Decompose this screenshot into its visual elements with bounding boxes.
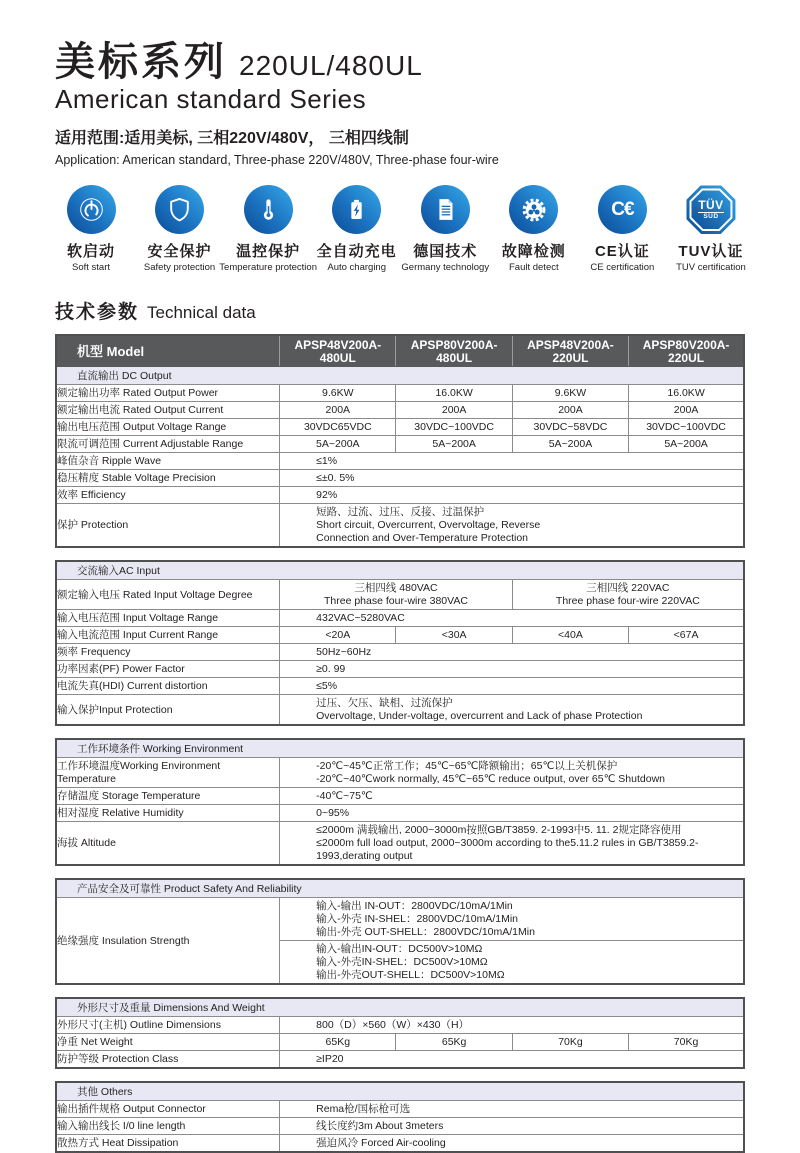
gear-icon (509, 185, 558, 234)
spec-value: 432VAC~5280VAC (280, 610, 744, 627)
spec-row (56, 1118, 744, 1135)
section-title: 交流输入AC Input (56, 561, 744, 580)
spec-value: 三相四线 220VAC Three phase four-wire 220VAC (512, 580, 744, 610)
feature-label-zh: 软启动 (66, 243, 115, 260)
spec-row (56, 627, 744, 644)
spec-row (56, 644, 744, 661)
spec-value: 65Kg (280, 1034, 396, 1051)
spec-value: 9.6KW (512, 385, 628, 402)
technical-data-heading-zh: 技术参数 (55, 302, 140, 323)
spec-row (56, 678, 744, 695)
spec-row (56, 402, 744, 419)
spec-value: ≥IP20 (280, 1051, 744, 1069)
power-icon (67, 185, 116, 234)
ac-input-table (55, 560, 745, 726)
spec-row (56, 788, 744, 805)
spec-row (56, 610, 744, 627)
spec-value: ≤±0. 5% (280, 470, 744, 487)
section-header-row (56, 879, 744, 898)
spec-row (56, 661, 744, 678)
technical-data-heading-en: Technical data (147, 303, 256, 322)
model-name: APSP48V200A-220UL (512, 335, 628, 367)
row-label: 散热方式 Heat Dissipation (56, 1135, 280, 1153)
spec-value: 5A~200A (396, 436, 512, 453)
row-label: 保护 Protection (56, 504, 280, 548)
feature-label-zh: 温控保护 (236, 243, 301, 260)
section-title: 直流输出 DC Output (56, 367, 744, 385)
spec-value: 30VDC~58VDC (512, 419, 628, 436)
row-label: 输入保护Input Protection (56, 695, 280, 726)
section-header-row (56, 998, 744, 1017)
series-title-zh: 美标系列 (55, 40, 227, 84)
ce-mark-icon: C€ (598, 185, 647, 234)
spec-row (56, 1101, 744, 1118)
spec-row (56, 758, 744, 788)
row-label: 电流失真(HDI) Current distortion (56, 678, 280, 695)
row-label: 稳压精度 Stable Voltage Precision (56, 470, 280, 487)
thermometer-icon (244, 185, 293, 234)
spec-value: 三相四线 480VAC Three phase four-wire 380VAC (280, 580, 513, 610)
spec-value: 800（D）×560（W）×430（H） (280, 1017, 744, 1034)
section-header-row (56, 1082, 744, 1101)
spec-value: <30A (396, 627, 512, 644)
row-label: 额定输出电流 Rated Output Current (56, 402, 280, 419)
page-title (55, 40, 745, 84)
spec-row (56, 470, 744, 487)
spec-row (56, 1034, 744, 1051)
spec-row (56, 898, 744, 941)
spec-value: 短路、过流、过压、反接、过温保护 Short circuit, Overcurrent, Overvoltage, Reverse Connection and Over-Temperature Protection (280, 504, 744, 548)
feature-label-zh: CE认证 (594, 243, 650, 260)
spec-row (56, 805, 744, 822)
feature-label-en: Temperature protection (219, 262, 317, 273)
spec-value: -40℃~75℃ (280, 788, 744, 805)
spec-value: ≤5% (280, 678, 744, 695)
model-header-row (56, 335, 744, 367)
feature-label-en: Fault detect (508, 262, 559, 273)
dimensions-weight-table (55, 997, 745, 1069)
feature-fault-detect (490, 185, 578, 273)
row-label: 频率 Frequency (56, 644, 280, 661)
document-icon (421, 185, 470, 234)
application-line-en: Application: American standard, Three-phase 220V/480V, Three-phase four-wire (55, 153, 499, 167)
section-header-row (56, 739, 744, 758)
spec-value: 16.0KW (396, 385, 512, 402)
spec-row (56, 504, 744, 548)
spec-value: 200A (629, 402, 744, 419)
spec-value: 30VDC65VDC (280, 419, 396, 436)
feature-label-zh: 安全保护 (147, 243, 212, 260)
spec-row (56, 385, 744, 402)
feature-germany-technology (401, 185, 489, 273)
section-title: 工作环境条件 Working Environment (56, 739, 744, 758)
row-label: 存储温度 Storage Temperature (56, 788, 280, 805)
spec-row (56, 419, 744, 436)
row-label: 输入电流范围 Input Current Range (56, 627, 280, 644)
spec-value: 200A (396, 402, 512, 419)
spec-value: 5A~200A (629, 436, 744, 453)
spec-value: 50Hz~60Hz (280, 644, 744, 661)
feature-label-en: CE certification (590, 262, 655, 273)
series-model-codes: 220UL/480UL (239, 50, 423, 81)
feature-label-en: Soft start (71, 262, 110, 273)
spec-value: 9.6KW (280, 385, 396, 402)
working-environment-table (55, 738, 745, 866)
row-label: 峰值杂音 Ripple Wave (56, 453, 280, 470)
feature-auto-charging (313, 185, 401, 273)
spec-value: 200A (280, 402, 396, 419)
model-name: APSP48V200A-480UL (280, 335, 396, 367)
row-label: 额定输出功率 Rated Output Power (56, 385, 280, 402)
spec-tables (55, 334, 745, 1153)
row-label: 功率因素(PF) Power Factor (56, 661, 280, 678)
row-label: 相对湿度 Relative Humidity (56, 805, 280, 822)
spec-value: 200A (512, 402, 628, 419)
feature-tuv-certification (667, 185, 755, 273)
feature-label-zh: TUV认证 (678, 243, 744, 260)
spec-value: 输入-输出IN-OUT：DC500V>10MΩ 输入-外壳IN-SHEL：DC500V>10MΩ 输出-外壳OUT-SHELL：DC500V>10MΩ (280, 941, 744, 985)
spec-value: 5A~200A (280, 436, 396, 453)
feature-soft-start (47, 185, 135, 273)
spec-value: ≤1% (280, 453, 744, 470)
spec-value: 线长度约3m About 3meters (280, 1118, 744, 1135)
section-title: 产品安全及可靠性 Product Safety And Reliability (56, 879, 744, 898)
spec-row (56, 695, 744, 726)
spec-value: 30VDC~100VDC (629, 419, 744, 436)
section-header-row (56, 367, 744, 385)
section-title: 外形尺寸及重量 Dimensions And Weight (56, 998, 744, 1017)
spec-value: 65Kg (396, 1034, 512, 1051)
spec-value: <20A (280, 627, 396, 644)
spec-value: 16.0KW (629, 385, 744, 402)
feature-label-en: Safety protection (143, 262, 216, 273)
battery-charging-icon (332, 185, 381, 234)
spec-value: 70Kg (512, 1034, 628, 1051)
spec-value: -20℃~45℃正常工作；45℃~65℃降额输出；65℃以上关机保护 -20℃~40℃work normally, 45℃~65℃ reduce output, over 65℃ Shutdown (280, 758, 744, 788)
spec-value: 70Kg (629, 1034, 744, 1051)
feature-label-en: Auto charging (327, 262, 386, 273)
row-label: 额定输入电压 Rated Input Voltage Degree (56, 580, 280, 610)
feature-label-zh: 德国技术 (413, 243, 478, 260)
row-label: 限流可调范围 Current Adjustable Range (56, 436, 280, 453)
row-label: 净重 Net Weight (56, 1034, 280, 1051)
section-title: 其他 Others (56, 1082, 744, 1101)
dc-output-table (55, 334, 745, 548)
spec-row (56, 580, 744, 610)
spec-row (56, 1017, 744, 1034)
feature-label-zh: 故障检测 (501, 243, 566, 260)
spec-row (56, 1135, 744, 1153)
application-line-zh: 适用范围:适用美标, 三相220V/480V， 三相四线制 (55, 130, 409, 147)
product-safety-table (55, 878, 745, 985)
feature-label-en: Germany technology (401, 262, 490, 273)
spec-value: ≤2000m 满载输出, 2000~3000m按照GB/T3859. 2-1993中5. 11. 2规定降容使用 ≤2000m full load output, 2000~3000m according to the5.11.2 rules in GB/T3859.2- 1993,derating output (280, 822, 744, 866)
row-label: 输入电压范围 Input Voltage Range (56, 610, 280, 627)
feature-safety-protection (136, 185, 224, 273)
series-title-en: American standard Series (55, 84, 367, 114)
model-name: APSP80V200A-220UL (629, 335, 744, 367)
spec-row (56, 1051, 744, 1069)
shield-icon (155, 185, 204, 234)
spec-row (56, 822, 744, 866)
row-label: 绝缘强度 Insulation Strength (56, 898, 280, 985)
tuv-mark-icon: TÜV SÜD (686, 185, 735, 234)
spec-value: Rema枪/国标枪可选 (280, 1101, 744, 1118)
model-header-label: 机型 Model (56, 335, 280, 367)
spec-value: <67A (629, 627, 744, 644)
spec-value: 过压、欠压、缺相、过流保护 Overvoltage, Under-voltage, overcurrent and Lack of phase Protection (280, 695, 744, 726)
section-header-row (56, 561, 744, 580)
spec-value: 92% (280, 487, 744, 504)
spec-value: 0~95% (280, 805, 744, 822)
row-label: 输入输出线长 I/0 line length (56, 1118, 280, 1135)
spec-row (56, 453, 744, 470)
feature-label-zh: 全自动充电 (316, 243, 397, 260)
feature-temperature-protection (219, 185, 317, 273)
others-table (55, 1081, 745, 1153)
spec-value: ≥0. 99 (280, 661, 744, 678)
spec-value: 强迫风冷 Forced Air-cooling (280, 1135, 744, 1153)
spec-value: 输入-输出 IN-OUT：2800VDC/10mA/1Min 输入-外壳 IN-SHEL：2800VDC/10mA/1Min 输出-外壳 OUT-SHELL：2800VDC/10mA/1Min (280, 898, 744, 941)
row-label: 海拔 Altitude (56, 822, 280, 866)
row-label: 外形尺寸(主机) Outline Dimensions (56, 1017, 280, 1034)
technical-data-heading (55, 297, 745, 324)
spec-value: <40A (512, 627, 628, 644)
model-name: APSP80V200A-480UL (396, 335, 512, 367)
spec-row (56, 436, 744, 453)
row-label: 防护等级 Protection Class (56, 1051, 280, 1069)
row-label: 输出插件规格 Output Connector (56, 1101, 280, 1118)
row-label: 输出电压范围 Output Voltage Range (56, 419, 280, 436)
spec-value: 30VDC~100VDC (396, 419, 512, 436)
row-label: 效率 Efficiency (56, 487, 280, 504)
row-label: 工作环境温度Working Environment Temperature (56, 758, 280, 788)
spec-value: 5A~200A (512, 436, 628, 453)
feature-icons-row (47, 185, 755, 273)
feature-ce-certification (578, 185, 666, 273)
feature-label-en: TUV certification (676, 262, 746, 273)
spec-row (56, 487, 744, 504)
